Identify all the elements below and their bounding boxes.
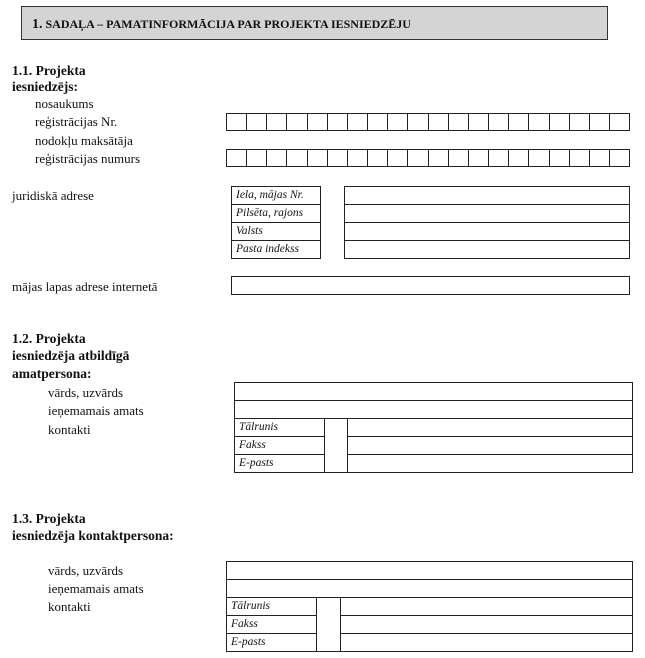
digit-cell[interactable]: [509, 150, 529, 166]
s3-phone-label: Tālrunis: [226, 597, 317, 616]
digit-cell[interactable]: [267, 114, 287, 130]
digit-cell[interactable]: [227, 114, 247, 130]
web-label: mājas lapas adrese internetā: [12, 279, 158, 294]
address-postcode-label: Pasta indekss: [231, 240, 321, 259]
digit-cell[interactable]: [328, 150, 348, 166]
s3-heading-line2: iesniedzēja kontaktpersona:: [12, 528, 174, 543]
digit-cell[interactable]: [429, 150, 449, 166]
digit-cell[interactable]: [408, 150, 428, 166]
s3-contacts-label: kontakti: [48, 599, 91, 614]
digit-cell[interactable]: [247, 114, 267, 130]
digit-cell[interactable]: [590, 114, 610, 130]
s2-heading-line1: 1.2. Projekta: [12, 331, 86, 346]
s2-position-label: ieņemamais amats: [48, 403, 144, 418]
s1-name-label: nosaukums: [35, 96, 94, 111]
s1-tax-label-line2: reģistrācijas numurs: [35, 151, 141, 166]
digit-cell[interactable]: [570, 114, 590, 130]
section-header: [21, 6, 608, 40]
reg-number-grid[interactable]: [226, 113, 630, 131]
digit-cell[interactable]: [388, 150, 408, 166]
section-title: SADAĻA – PAMATINFORMĀCIJA PAR PROJEKTA IESNIEDZĒJU: [45, 17, 411, 31]
digit-cell[interactable]: [348, 114, 368, 130]
s3-heading-line1: 1.3. Projekta: [12, 511, 86, 526]
digit-cell[interactable]: [469, 114, 489, 130]
digit-cell[interactable]: [550, 150, 570, 166]
s3-fax-label: Fakss: [226, 615, 317, 634]
digit-cell[interactable]: [287, 114, 307, 130]
address-postcode-field[interactable]: [344, 240, 630, 259]
s2-position-field[interactable]: [234, 400, 633, 419]
digit-cell[interactable]: [489, 114, 509, 130]
digit-cell[interactable]: [489, 150, 509, 166]
s2-phone-label: Tālrunis: [234, 418, 325, 437]
digit-cell[interactable]: [227, 150, 247, 166]
s1-reg-label: reģistrācijas Nr.: [35, 114, 118, 129]
digit-cell[interactable]: [570, 150, 590, 166]
address-street-field[interactable]: [344, 186, 630, 205]
digit-cell[interactable]: [408, 114, 428, 130]
s3-contacts-spacer: [316, 597, 341, 652]
digit-cell[interactable]: [469, 150, 489, 166]
s3-email-field[interactable]: [340, 633, 633, 652]
digit-cell[interactable]: [287, 150, 307, 166]
s2-email-field[interactable]: [347, 454, 633, 473]
digit-cell[interactable]: [449, 150, 469, 166]
s3-name-field[interactable]: [226, 561, 633, 580]
address-street-label: Iela, mājas Nr.: [231, 186, 321, 205]
digit-cell[interactable]: [529, 114, 549, 130]
digit-cell[interactable]: [610, 114, 629, 130]
s2-phone-field[interactable]: [347, 418, 633, 437]
digit-cell[interactable]: [529, 150, 549, 166]
s1-heading-line1: 1.1. Projekta: [12, 63, 86, 78]
digit-cell[interactable]: [550, 114, 570, 130]
s3-position-field[interactable]: [226, 579, 633, 598]
s3-name-label: vārds, uzvārds: [48, 563, 124, 578]
digit-cell[interactable]: [308, 114, 328, 130]
digit-cell[interactable]: [348, 150, 368, 166]
digit-cell[interactable]: [368, 150, 388, 166]
s2-heading-line3: amatpersona:: [12, 366, 92, 381]
s2-heading-line2: iesniedzēja atbildīgā: [12, 348, 130, 363]
s1-tax-label-line1: nodokļu maksātāja: [35, 133, 133, 148]
digit-cell[interactable]: [590, 150, 610, 166]
s3-email-label: E-pasts: [226, 633, 317, 652]
s3-phone-field[interactable]: [340, 597, 633, 616]
address-country-label: Valsts: [231, 222, 321, 241]
s2-contacts-spacer: [324, 418, 348, 473]
address-country-field[interactable]: [344, 222, 630, 241]
digit-cell[interactable]: [388, 114, 408, 130]
s3-position-label: ieņemamais amats: [48, 581, 144, 596]
s2-fax-field[interactable]: [347, 436, 633, 455]
address-city-field[interactable]: [344, 204, 630, 223]
digit-cell[interactable]: [509, 114, 529, 130]
digit-cell[interactable]: [368, 114, 388, 130]
s2-email-label: E-pasts: [234, 454, 325, 473]
s2-fax-label: Fakss: [234, 436, 325, 455]
s2-name-field[interactable]: [234, 382, 633, 401]
digit-cell[interactable]: [267, 150, 287, 166]
s3-fax-field[interactable]: [340, 615, 633, 634]
digit-cell[interactable]: [328, 114, 348, 130]
s2-name-label: vārds, uzvārds: [48, 385, 124, 400]
digit-cell[interactable]: [429, 114, 449, 130]
address-label: juridiskā adrese: [12, 188, 94, 203]
section-number: 1.: [32, 17, 43, 32]
s1-heading-line2: iesniedzējs:: [12, 79, 78, 94]
web-address-field[interactable]: [231, 276, 630, 295]
digit-cell[interactable]: [610, 150, 629, 166]
digit-cell[interactable]: [308, 150, 328, 166]
tax-number-grid[interactable]: [226, 149, 630, 167]
digit-cell[interactable]: [247, 150, 267, 166]
digit-cell[interactable]: [449, 114, 469, 130]
s2-contacts-label: kontakti: [48, 422, 91, 437]
address-city-label: Pilsēta, rajons: [231, 204, 321, 223]
